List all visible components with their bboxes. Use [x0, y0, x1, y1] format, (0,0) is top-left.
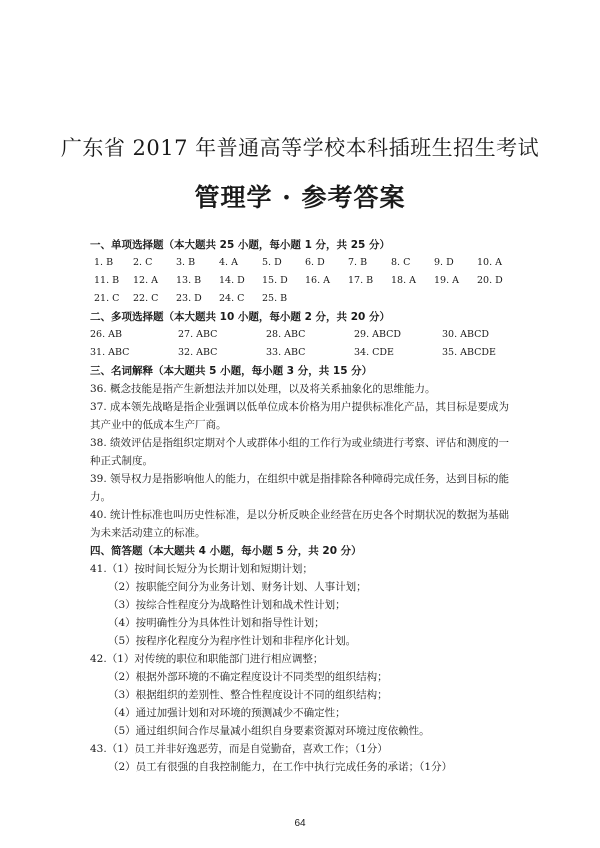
answer-item: 21. C: [94, 293, 120, 304]
page-subtitle: 管理学 · 参考答案: [194, 183, 406, 212]
answer-line: 41.（1）按时间长短分为长期计划和短期计划；: [90, 563, 313, 575]
answer-item: 19. A: [434, 275, 459, 286]
answer-item: 25. B: [262, 293, 288, 304]
answer-item: 6. D: [305, 257, 325, 268]
answer-line: 38. 绩效评估是指组织定期对个人或群体小组的工作行为或业绩进行考察、评估和测度的一: [90, 437, 510, 449]
answer-item: 12. A: [133, 275, 158, 286]
answer-item: 3. B: [176, 257, 196, 268]
answer-item: 17. B: [348, 275, 374, 286]
answer-item: 34. CDE: [354, 347, 394, 358]
answer-line: （2）按职能空间分为业务计划、财务计划、人事计划；: [108, 581, 367, 593]
answer-row: [90, 290, 520, 308]
answer-item: 14. D: [219, 275, 245, 286]
section-heading-short-answer: 四、简答题（本大题共 4 小题，每小题 5 分，共 20 分）: [90, 545, 362, 557]
answer-item: 24. C: [219, 293, 245, 304]
answer-item: 23. D: [176, 293, 202, 304]
answer-item: 15. D: [262, 275, 288, 286]
answer-row: [90, 326, 520, 344]
answer-line: 40. 统计性标准也叫历史性标准，是以分析反映企业经营在历史各个时期状况的数据为基础: [90, 509, 510, 521]
answer-row: [90, 254, 520, 272]
answer-line: 43.（1）员工并非好逸恶劳，而是自觉勤奋，喜欢工作；（1分）: [90, 743, 388, 755]
answer-item: 22. C: [133, 293, 159, 304]
answer-line: （4）通过加强计划和对环境的预测减少不确定性；: [108, 707, 346, 719]
answer-item: 2. C: [133, 257, 153, 268]
answer-item: 18. A: [391, 275, 416, 286]
answer-item: 35. ABCDE: [442, 347, 496, 358]
answer-item: 7. B: [348, 257, 368, 268]
answer-item: 20. D: [477, 275, 503, 286]
answer-line: （2）员工有很强的自我控制能力，在工作中执行完成任务的承诺；（1分）: [108, 761, 453, 773]
answer-item: 29. ABCD: [354, 329, 402, 340]
answer-line: 39. 领导权力是指影响他人的能力，在组织中就是指排除各种障碍完成任务，达到目标的能: [90, 473, 510, 485]
answer-item: 9. D: [434, 257, 454, 268]
answer-item: 32. ABC: [178, 347, 218, 358]
answer-line: 种正式制度。: [90, 455, 153, 467]
answer-line: （5）按程序化程度分为程序性计划和非程序化计划。: [108, 635, 357, 647]
answer-item: 11. B: [94, 275, 120, 286]
answer-line: （2）根据外部环境的不确定程度设计不同类型的组织结构；: [108, 671, 388, 683]
section-heading-multiple-choice: 二、多项选择题（本大题共 10 小题，每小题 2 分，共 20 分）: [90, 311, 390, 323]
answer-line: （3）根据组织的差别性、整合性程度设计不同的组织结构；: [108, 689, 388, 701]
answer-item: 1. B: [94, 257, 114, 268]
answer-line: 力。: [90, 491, 111, 503]
section-heading-single-choice: 一、单项选择题（本大题共 25 小题，每小题 1 分，共 25 分）: [90, 239, 390, 251]
answer-item: 13. B: [176, 275, 202, 286]
answer-item: 33. ABC: [266, 347, 306, 358]
answer-item: 31. ABC: [90, 347, 130, 358]
answer-line: （5）通过组织间合作尽量减小组织自身要素资源对环境过度依赖性。: [108, 725, 430, 737]
answer-item: 30. ABCD: [442, 329, 490, 340]
answer-item: 27. ABC: [178, 329, 218, 340]
answer-line: （4）按明确性分为具体性计划和指导性计划；: [108, 617, 325, 629]
answer-line: 其产业中的低成本生产厂商。: [90, 419, 227, 431]
answer-line: 42.（1）对传统的职位和职能部门进行相应调整；: [90, 653, 324, 665]
answer-line: （3）按综合性程度分为战略性计划和战术性计划；: [108, 599, 346, 611]
section-heading-term-definitions: 三、名词解释（本大题共 5 小题，每小题 3 分，共 15 分）: [90, 365, 373, 377]
page-title: 广东省 2017 年普通高等学校本科插班生招生考试: [60, 136, 540, 160]
answer-item: 10. A: [477, 257, 502, 268]
answer-line: 37. 成本领先战略是指企业强调以低单位成本价格为用户提供标准化产品，其目标是要成为: [90, 401, 510, 413]
answer-item: 4. A: [219, 257, 238, 268]
answer-content: [90, 236, 520, 776]
answer-line: 36. 概念技能是指产生新想法并加以处理，以及将关系抽象化的思维能力。: [90, 383, 436, 395]
answer-item: 26. AB: [90, 329, 122, 340]
page-number: 64: [294, 818, 306, 829]
answer-item: 5. D: [262, 257, 282, 268]
answer-row: [90, 272, 520, 290]
answer-item: 16. A: [305, 275, 330, 286]
answer-item: 28. ABC: [266, 329, 306, 340]
answer-item: 8. C: [391, 257, 411, 268]
answer-row: [90, 344, 520, 362]
answer-line: 为未来活动建立的标准。: [90, 527, 206, 539]
